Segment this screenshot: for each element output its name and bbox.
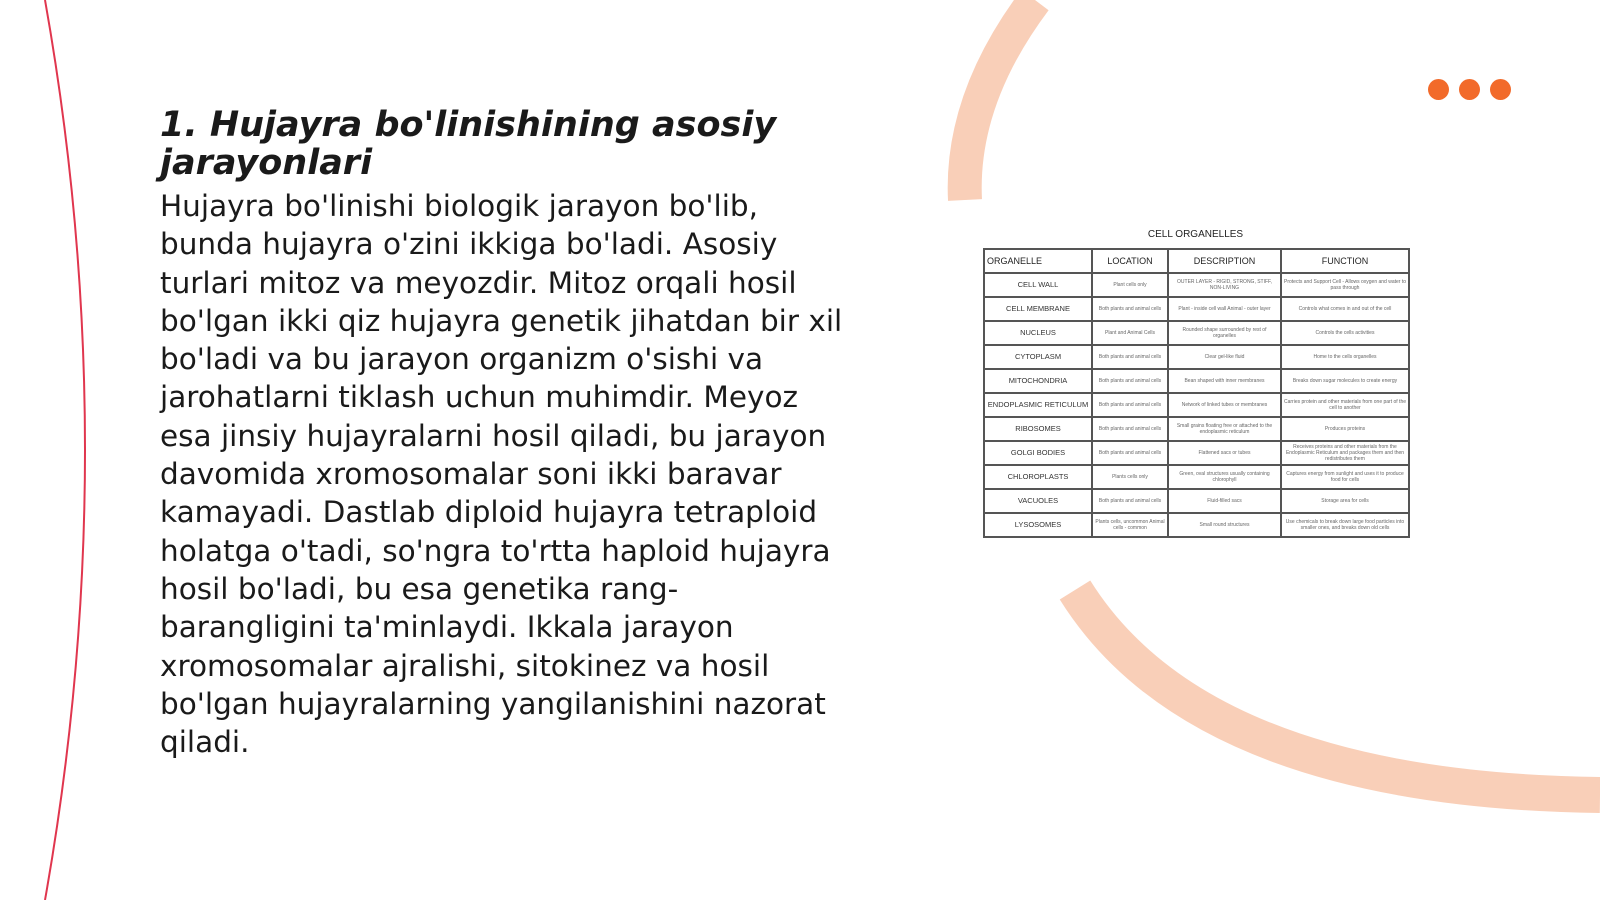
- table-cell: Plant and Animal Cells: [1092, 321, 1168, 345]
- table-cell: OUTER LAYER - RIGID, STRONG, STIFF, NON-LIVING: [1168, 273, 1281, 297]
- table-cell: Network of linked tubes or membranes: [1168, 393, 1281, 417]
- table-row: [984, 273, 1409, 297]
- table-cell: Small grains floating free or attached to the endoplasmic reticulum: [1168, 417, 1281, 441]
- decorative-left-line: [45, 0, 85, 900]
- table-cell: Produces proteins: [1281, 417, 1409, 441]
- header-cell: DESCRIPTION: [1168, 249, 1281, 273]
- table-cell: Use chemicals to break down large food particles into smaller ones, and breaks down old cells: [1281, 513, 1409, 537]
- table-cell: Rounded shape surrounded by rest of organelles: [1168, 321, 1281, 345]
- table-cell: Home to the cells organelles: [1281, 345, 1409, 369]
- table-cell: Protects and Support Cell - Allows oxygen and water to pass through: [1281, 273, 1409, 297]
- table-row: [984, 297, 1409, 321]
- header-cell: FUNCTION: [1281, 249, 1409, 273]
- table-header-row: [984, 249, 1409, 273]
- table-cell: Both plants and animal cells: [1092, 369, 1168, 393]
- organelle-name-cell: CELL WALL: [984, 273, 1092, 297]
- table-cell: Flattened sacs or tubes: [1168, 441, 1281, 465]
- decorative-arc-bottom: [1075, 590, 1600, 795]
- table-cell: Plant cells only: [1092, 273, 1168, 297]
- header-cell: ORGANELLE: [984, 249, 1092, 273]
- cell-organelles-table: [983, 248, 1410, 538]
- organelle-name-cell: CELL MEMBRANE: [984, 297, 1092, 321]
- slide-title: 1. Hujayra bo'linishining asosiy jarayonlari: [160, 105, 777, 183]
- table-cell: Both plants and animal cells: [1092, 417, 1168, 441]
- organelle-name-cell: CYTOPLASM: [984, 345, 1092, 369]
- table-cell: Plants cells only: [1092, 465, 1168, 489]
- table-cell: Storage area for cells: [1281, 489, 1409, 513]
- organelle-name-cell: RIBOSOMES: [984, 417, 1092, 441]
- dot-icon: [1490, 79, 1511, 100]
- table-cell: Both plants and animal cells: [1092, 297, 1168, 321]
- table-cell: Clear gel-like fluid: [1168, 345, 1281, 369]
- organelle-name-cell: LYSOSOMES: [984, 513, 1092, 537]
- table-cell: Captures energy from sunlight and uses it to produce food for cells: [1281, 465, 1409, 489]
- cell-organelles-image: [983, 228, 1408, 538]
- organelle-name-cell: ENDOPLASMIC RETICULUM: [984, 393, 1092, 417]
- table-cell: Plants cells, uncommon Animal cells - common: [1092, 513, 1168, 537]
- table-cell: Small round structures: [1168, 513, 1281, 537]
- organelle-name-cell: MITOCHONDRIA: [984, 369, 1092, 393]
- dot-icon: [1459, 79, 1480, 100]
- table-cell: Bean shaped with inner membranes: [1168, 369, 1281, 393]
- table-row: [984, 417, 1409, 441]
- table-cell: Plant - inside cell wall Animal - outer layer: [1168, 297, 1281, 321]
- slide-body-text: Hujayra bo'linishi biologik jarayon bo'lib, bunda hujayra o'zini ikkiga bo'ladi. Asosiy turlari mitoz va meyozdir. Mitoz orqali hosil bo'lgan ikki qiz hujayra genetik jihatdan bir xil bo'ladi va bu jarayon organizm o'sishi va jarohatlarni tiklash uchun muhimdir. Meyoz esa jinsiy hujayralarni hosil qiladi, bu jarayon davomida xromosomalar soni ikki baravar kamayadi. Dastlab diploid hujayra tetraploid holatga o'tadi, so'ngra to'rtta haploid hujayra hosil bo'ladi, bu esa genetika rang-barangligini ta'minlaydi. Ikkala jarayon xromosomalar ajralishi, sitokinez va hosil bo'lgan hujayralarning yangilanishini nazorat qiladi.: [160, 189, 843, 760]
- table-row: [984, 321, 1409, 345]
- organelle-name-cell: CHLOROPLASTS: [984, 465, 1092, 489]
- table-cell: Receives proteins and other materials from the Endoplasmic Reticulum and packages them and then redistributes them: [1281, 441, 1409, 465]
- table-cell: Controls the cells activities: [1281, 321, 1409, 345]
- table-row: [984, 489, 1409, 513]
- dots-decoration: [1428, 79, 1511, 100]
- table-row: [984, 369, 1409, 393]
- table-cell: Both plants and animal cells: [1092, 393, 1168, 417]
- table-cell: Fluid-filled sacs: [1168, 489, 1281, 513]
- table-cell: Both plants and animal cells: [1092, 345, 1168, 369]
- table-row: [984, 465, 1409, 489]
- header-cell: LOCATION: [1092, 249, 1168, 273]
- decorative-arc-top: [965, 0, 1035, 200]
- organelle-name-cell: NUCLEUS: [984, 321, 1092, 345]
- table-row: [984, 441, 1409, 465]
- organelle-name-cell: GOLGI BODIES: [984, 441, 1092, 465]
- table-row: [984, 345, 1409, 369]
- table-cell: Controls what comes in and out of the cell: [1281, 297, 1409, 321]
- dot-icon: [1428, 79, 1449, 100]
- table-caption: CELL ORGANELLES: [1147, 229, 1244, 240]
- table-cell: Both plants and animal cells: [1092, 489, 1168, 513]
- table-cell: Green, oval structures usually containing chlorophyll: [1168, 465, 1281, 489]
- table-row: [984, 393, 1409, 417]
- organelle-name-cell: VACUOLES: [984, 489, 1092, 513]
- table-cell: Both plants and animal cells: [1092, 441, 1168, 465]
- table-cell: Carries protein and other materials from one part of the cell to another: [1281, 393, 1409, 417]
- table-cell: Breaks down sugar molecules to create energy: [1281, 369, 1409, 393]
- table-row: [984, 513, 1409, 537]
